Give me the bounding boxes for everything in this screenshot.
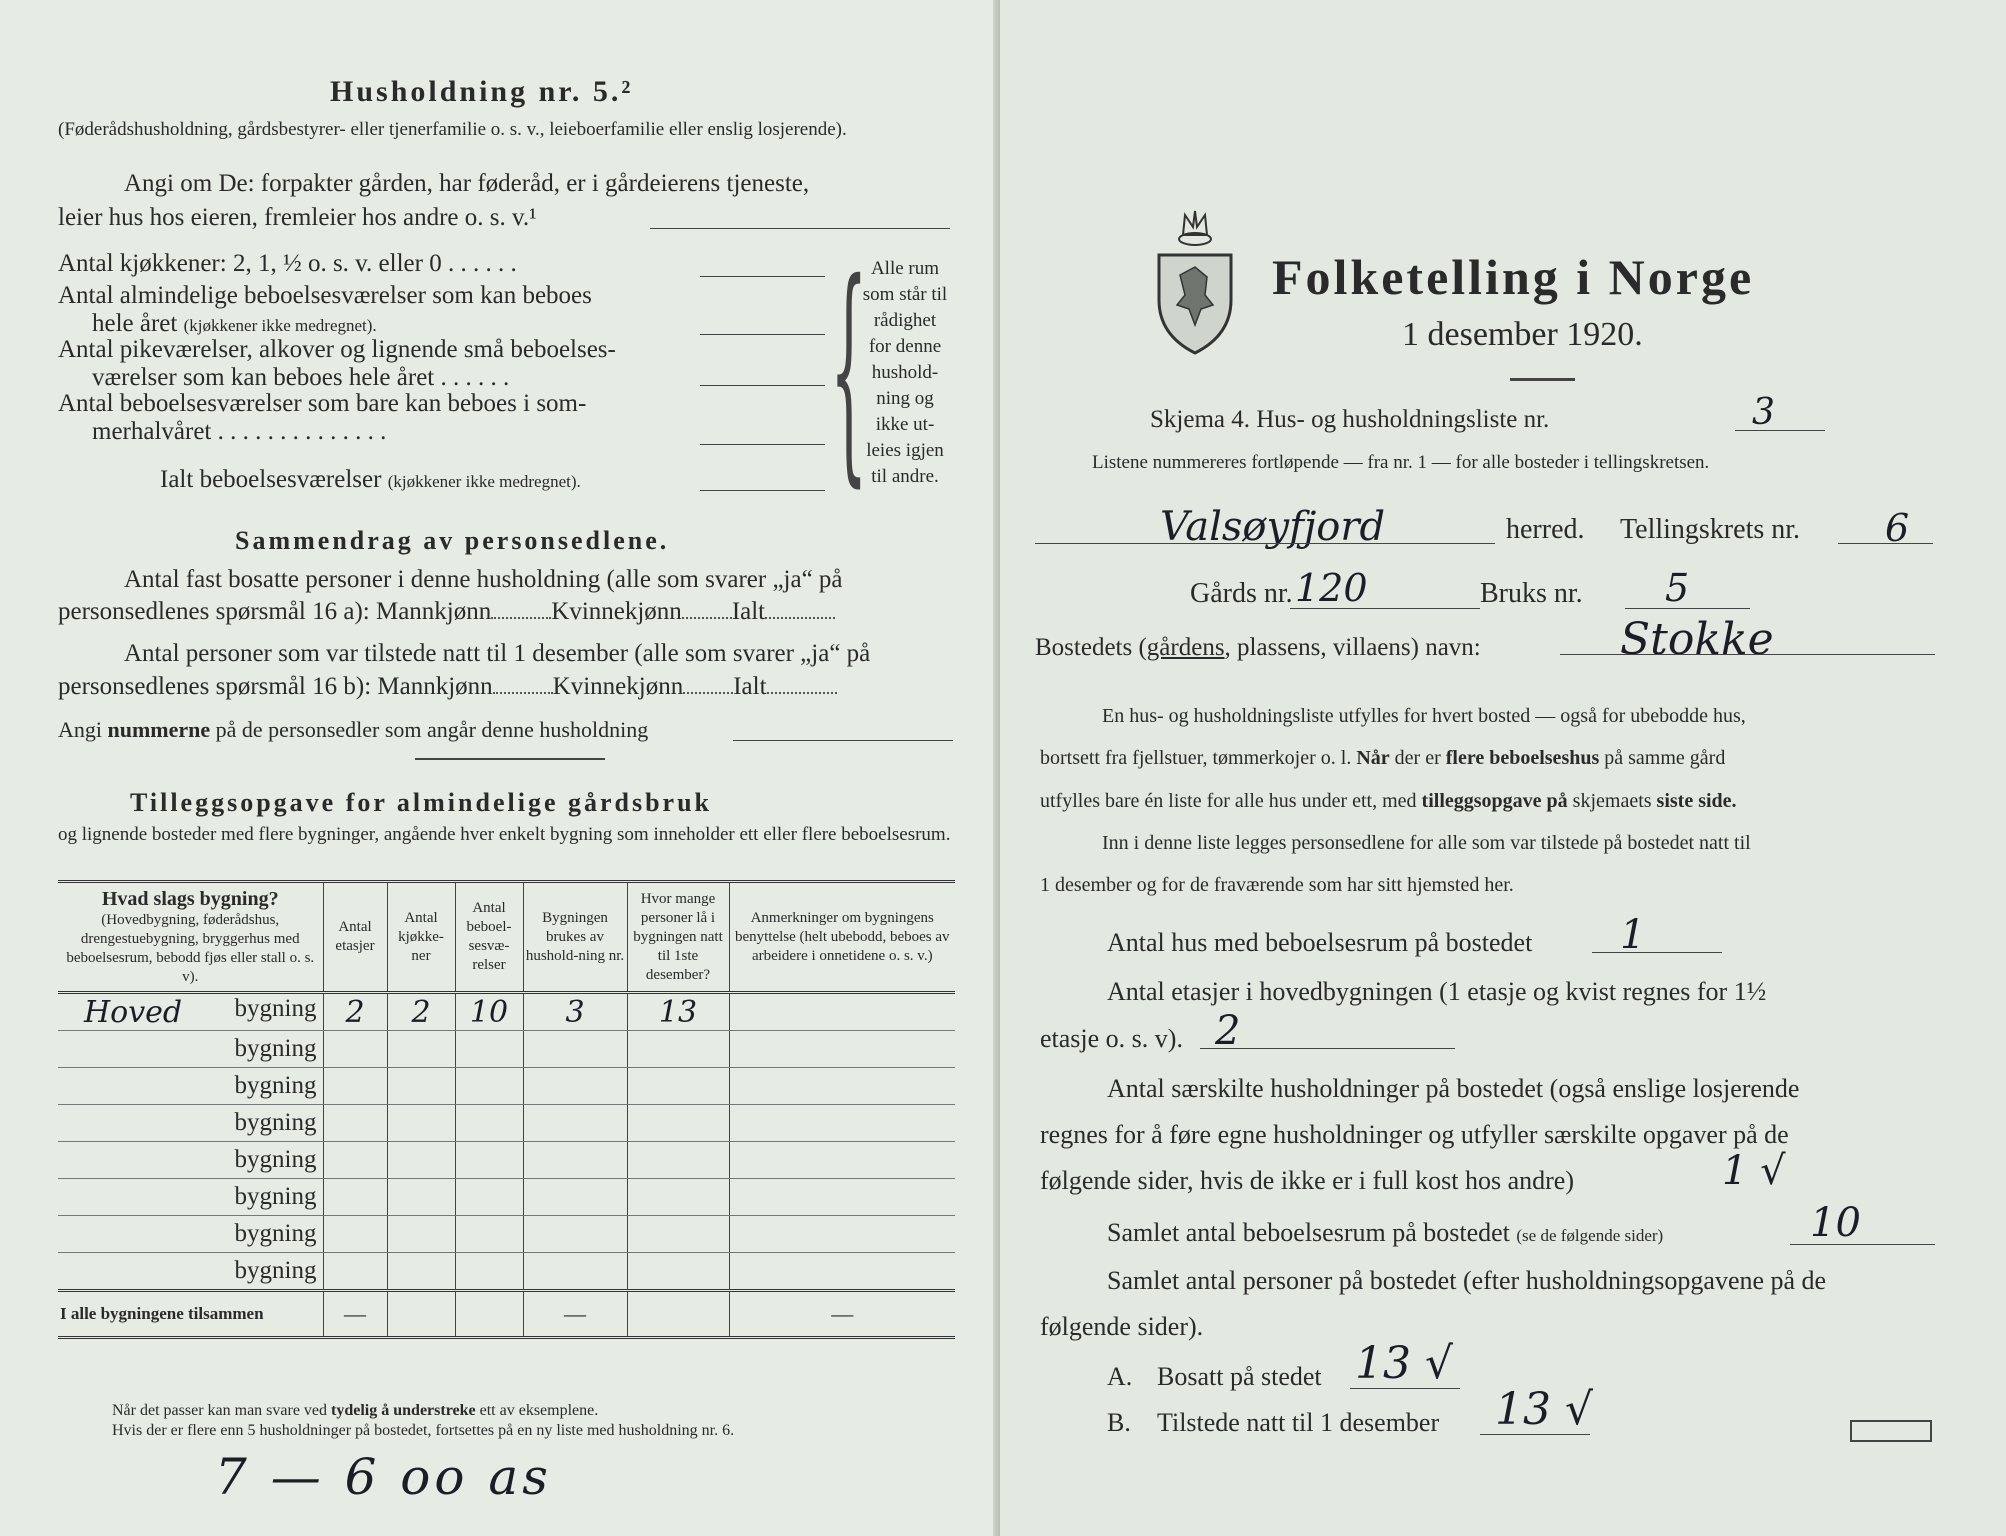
gards-value: 120 <box>1295 566 1368 610</box>
kjokkener-cell <box>387 1105 455 1142</box>
beboelse-cell: 10 <box>455 993 523 1031</box>
kjokkener-cell <box>387 1031 455 1068</box>
herred-value: Valsøyfjord <box>1160 504 1386 550</box>
bygning-cell: bygning <box>58 1105 323 1142</box>
q-hus-value: 1 <box>1620 912 1646 958</box>
brace-icon: { <box>830 232 868 507</box>
husholdning-cell: 3 <box>523 993 627 1031</box>
beboelse-cell <box>455 1216 523 1253</box>
etasjer-cell: 2 <box>323 993 387 1031</box>
household-title: Husholdning nr. 5.² <box>330 75 634 108</box>
listene-note: Listene nummereres fortløpende — fra nr. 1 — for alle bosteder i tellingskretsen. <box>1092 452 1710 473</box>
bottom-handwriting: 7 — 6 oo as <box>215 1448 552 1506</box>
total-beboelse <box>455 1291 523 1338</box>
table-row <box>58 993 955 1031</box>
rooms-ialt: Ialt beboelsesværelser (kjøkkener ikke medregnet). <box>160 466 581 493</box>
bygning-cell: bygning <box>58 1068 323 1105</box>
col-anmerkninger: Anmerkninger om bygningens benyttelse (helt ubebodd, beboes av arbeidere i onnetidene o. s. v.) <box>734 909 950 964</box>
q-hus: Antal hus med beboelsesrum på bostedet <box>1107 928 1533 957</box>
col-beboelse: Antal beboel-sesvæ-relser <box>455 882 523 993</box>
anm-cell <box>729 1105 955 1142</box>
table-row <box>58 1253 955 1291</box>
total-label: I alle bygningene tilsammen <box>58 1291 323 1338</box>
bygning-cell: bygning <box>58 1031 323 1068</box>
gards-label: Gårds nr. <box>1190 578 1293 609</box>
rooms-side-note: Alle rum som står til rådighet for denne hushold- ning og ikke ut- leies igjen til andre. <box>862 258 948 487</box>
husholdning-cell <box>523 1142 627 1179</box>
q-b-line <box>1480 1434 1590 1435</box>
bygning-cell: bygning <box>58 1253 323 1291</box>
beboelse-cell <box>455 1031 523 1068</box>
q-a-text: Bosatt på stedet <box>1157 1362 1322 1391</box>
rooms-sommer-1: Antal beboelsesværelser som bare kan beboes i som- <box>58 390 587 417</box>
angi-line-1: Angi om De: forpakter gården, har føderåd, er i gårdeierens tjeneste, <box>124 170 810 197</box>
q-etasjer-2: etasje o. s. v). <box>1040 1024 1183 1053</box>
anm-cell <box>729 1031 955 1068</box>
personer-cell <box>627 1253 729 1291</box>
beboelse-cell <box>455 1142 523 1179</box>
q-b-label: B. <box>1107 1408 1131 1437</box>
skjema-nr-value: 3 <box>1752 392 1775 433</box>
angi-line-2: leier hus hos eieren, fremleier hos andre o. s. v.¹ <box>58 204 537 231</box>
col-bygning: Hvad slags bygning? (Hovedbygning, føderådshus, drengestuebygning, bryggerhus med beboelsesrum, bebodd fjøs eller stall o. s. v). <box>58 882 323 993</box>
personer-cell <box>627 1105 729 1142</box>
kjokkener-cell <box>387 1179 455 1216</box>
building-table-header <box>58 882 955 993</box>
bosted-label: Bostedets (gårdens, plassens, villaens) navn: <box>1035 634 1481 661</box>
rooms-pike-1: Antal pikeværelser, alkover og lignende små beboelses- <box>58 336 616 363</box>
sammendrag-fast-1: Antal fast bosatte personer i denne husholdning (alle som svarer „ja“ på <box>124 566 843 593</box>
sommer-answer-line <box>700 444 825 445</box>
q-samlet-rum-line <box>1790 1244 1935 1245</box>
q-hush-value: 1 √ <box>1722 1148 1786 1194</box>
angi-nummerne-line <box>733 740 953 741</box>
printer-stamp-icon <box>1850 1420 1932 1442</box>
q-hush-1: Antal særskilte husholdninger på bostedet (også enslige losjerende <box>1107 1074 1800 1103</box>
pike-answer-line <box>700 385 825 386</box>
etasjer-cell <box>323 1068 387 1105</box>
instruction-2: bortsett fra fjellstuer, tømmerkojer o. l. Når der er flere beboelseshus på samme gård <box>1040 747 1726 769</box>
husholdning-cell <box>523 1253 627 1291</box>
husholdning-cell <box>523 1216 627 1253</box>
bruks-value: 5 <box>1665 566 1690 610</box>
skjema-nr-line <box>1735 430 1825 431</box>
rooms-kjokkener: Antal kjøkkener: 2, 1, ½ o. s. v. eller 0 . . . . . . <box>58 250 517 277</box>
kjokkener-answer-line <box>700 276 825 277</box>
husholdning-cell <box>523 1068 627 1105</box>
gards-line <box>1290 608 1480 609</box>
q-hush-2: regnes for å føre egne husholdninger og utfyller særskilte opgaver på de <box>1040 1120 1789 1149</box>
q-samlet-rum-value: 10 <box>1810 1200 1861 1246</box>
q-etasjer-1: Antal etasjer i hovedbygningen (1 etasje og kvist regnes for 1½ <box>1107 977 1767 1006</box>
herred-line <box>1035 543 1495 544</box>
ialt-answer-line <box>700 490 825 491</box>
personer-cell <box>627 1179 729 1216</box>
anm-cell <box>729 1068 955 1105</box>
tellingskrets-value: 6 <box>1885 506 1910 550</box>
title-divider <box>1510 378 1575 381</box>
q-etasjer-value: 2 <box>1215 1008 1241 1054</box>
skjema-line: Skjema 4. Hus- og husholdningsliste nr. <box>1150 406 1550 433</box>
sammendrag-angi: Angi nummerne på de personsedler som angår denne husholdning <box>58 717 649 742</box>
table-row <box>58 1105 955 1142</box>
col-kjokkener: Antal kjøkke-ner <box>387 882 455 993</box>
husholdning-cell <box>523 1105 627 1142</box>
anm-cell <box>729 1179 955 1216</box>
q-samlet-pers-1: Samlet antal personer på bostedet (efter husholdningsopgavene på de <box>1107 1266 1827 1295</box>
beboelse-cell <box>455 1105 523 1142</box>
personer-cell <box>627 1068 729 1105</box>
section-divider <box>415 758 605 760</box>
rooms-alm-1: Antal almindelige beboelsesværelser som kan beboes <box>58 282 592 309</box>
bygning-cell: bygning <box>58 1179 323 1216</box>
etasjer-cell <box>323 1105 387 1142</box>
instruction-1: En hus- og husholdningsliste utfylles for hvert bosted — også for ubebodde hus, <box>1102 705 1746 727</box>
tellingskrets-label: Tellingskrets nr. <box>1620 514 1801 545</box>
left-page <box>0 0 1000 1536</box>
sammendrag-fast-2: personsedlenes spørsmål 16 a): Mannkjønn Kvinnekjønn Ialt <box>58 598 835 626</box>
table-row <box>58 1216 955 1253</box>
total-etasjer: — <box>323 1291 387 1338</box>
herred-label: herred. <box>1506 514 1585 545</box>
bruks-label: Bruks nr. <box>1480 578 1583 609</box>
kjokkener-cell <box>387 1253 455 1291</box>
coat-of-arms-icon <box>1155 205 1235 355</box>
beboelse-cell <box>455 1068 523 1105</box>
table-row <box>58 1179 955 1216</box>
etasjer-cell <box>323 1142 387 1179</box>
q-hus-line <box>1592 952 1722 953</box>
instruction-3: utfylles bare én liste for alle hus under ett, med tilleggsopgave på skjemaets siste side. <box>1040 790 1737 812</box>
q-a-value: 13 √ <box>1355 1338 1454 1389</box>
anm-cell <box>729 1216 955 1253</box>
col-personer: Hvor mange personer lå i bygningen natt til 1ste desember? <box>627 882 729 993</box>
tillegg-heading: Tilleggsopgave for almindelige gårdsbruk <box>130 788 713 817</box>
footnote-1: Når det passer kan man svare ved tydelig å understreke ett av eksemplene. <box>112 1402 599 1419</box>
sammendrag-tilstede-1: Antal personer som var tilstede natt til 1 desember (alle som svarer „ja“ på <box>124 640 871 667</box>
bosted-value: Stokke <box>1620 614 1774 665</box>
personer-cell <box>627 1216 729 1253</box>
q-hush-3: følgende sider, hvis de ikke er i full kost hos andre) <box>1040 1166 1574 1195</box>
sammendrag-tilstede-2: personsedlenes spørsmål 16 b): Mannkjønn Kvinnekjønn Ialt <box>58 673 837 701</box>
rooms-sommer-2: merhalvåret . . . . . . . . . . . . . . <box>92 418 387 445</box>
table-row <box>58 1068 955 1105</box>
census-title: Folketelling i Norge <box>1272 249 1755 305</box>
bygning-cell: bygning <box>58 1216 323 1253</box>
rooms-alm-2: hele året (kjøkkener ikke medregnet). <box>92 310 377 337</box>
anm-cell <box>729 1253 955 1291</box>
etasjer-cell <box>323 1253 387 1291</box>
instruction-4: Inn i denne liste legges personsedlene for alle som var tilstede på bostedet natt til <box>1102 832 1751 854</box>
census-date: 1 desember 1920. <box>1402 316 1643 353</box>
bosted-line <box>1560 654 1935 655</box>
total-kjokkener <box>387 1291 455 1338</box>
personer-cell <box>627 1031 729 1068</box>
etasjer-cell <box>323 1179 387 1216</box>
angi-answer-line <box>650 228 950 229</box>
beboelse-cell <box>455 1179 523 1216</box>
q-samlet-rum: Samlet antal beboelsesrum på bostedet (se de følgende sider) <box>1107 1218 1664 1247</box>
q-b-value: 13 √ <box>1495 1384 1594 1435</box>
q-a-line <box>1350 1388 1460 1389</box>
tellingskrets-line <box>1838 543 1933 544</box>
tillegg-sub: og lignende bosteder med flere bygninger, angående hver enkelt bygning som inneholder ett eller flere beboelsesrum. <box>58 824 951 845</box>
footnote-2: Hvis der er flere enn 5 husholdninger på bostedet, fortsettes på en ny liste med husholdning nr. 6. <box>112 1422 735 1439</box>
table-row <box>58 1031 955 1068</box>
sammendrag-heading: Sammendrag av personsedlene. <box>235 526 670 555</box>
alm-answer-line <box>700 334 825 335</box>
anm-cell <box>729 1142 955 1179</box>
household-intro: (Føderådshusholdning, gårdsbestyrer- eller tjenerfamilie o. s. v., leieboerfamilie eller enslig losjerende). <box>58 119 847 140</box>
bygning-cell: Hoved bygning <box>58 993 323 1031</box>
q-etasjer-line <box>1200 1048 1455 1049</box>
table-total-row <box>58 1291 955 1338</box>
total-personer <box>627 1291 729 1338</box>
instruction-5: 1 desember og for de fraværende som har sitt hjemsted her. <box>1040 874 1514 896</box>
etasjer-cell <box>323 1216 387 1253</box>
bruks-line <box>1625 608 1750 609</box>
etasjer-cell <box>323 1031 387 1068</box>
col-etasjer: Antal etasjer <box>323 882 387 993</box>
anm-cell <box>729 993 955 1031</box>
building-table <box>58 880 955 1339</box>
husholdning-cell <box>523 1031 627 1068</box>
husholdning-cell <box>523 1179 627 1216</box>
kjokkener-cell: 2 <box>387 993 455 1031</box>
kjokkener-cell <box>387 1142 455 1179</box>
personer-cell: 13 <box>627 993 729 1031</box>
kjokkener-cell <box>387 1068 455 1105</box>
col-husholdning: Bygningen brukes av hushold-ning nr. <box>523 882 627 993</box>
total-husholdning: — <box>523 1291 627 1338</box>
personer-cell <box>627 1142 729 1179</box>
bygning-cell: bygning <box>58 1142 323 1179</box>
kjokkener-cell <box>387 1216 455 1253</box>
beboelse-cell <box>455 1253 523 1291</box>
q-a-label: A. <box>1107 1362 1133 1391</box>
q-b-text: Tilstede natt til 1 desember <box>1157 1408 1440 1437</box>
total-anm: — <box>729 1291 955 1338</box>
table-row <box>58 1142 955 1179</box>
rooms-pike-2: værelser som kan beboes hele året . . . . . . <box>92 364 510 391</box>
q-samlet-pers-2: følgende sider). <box>1040 1312 1204 1341</box>
